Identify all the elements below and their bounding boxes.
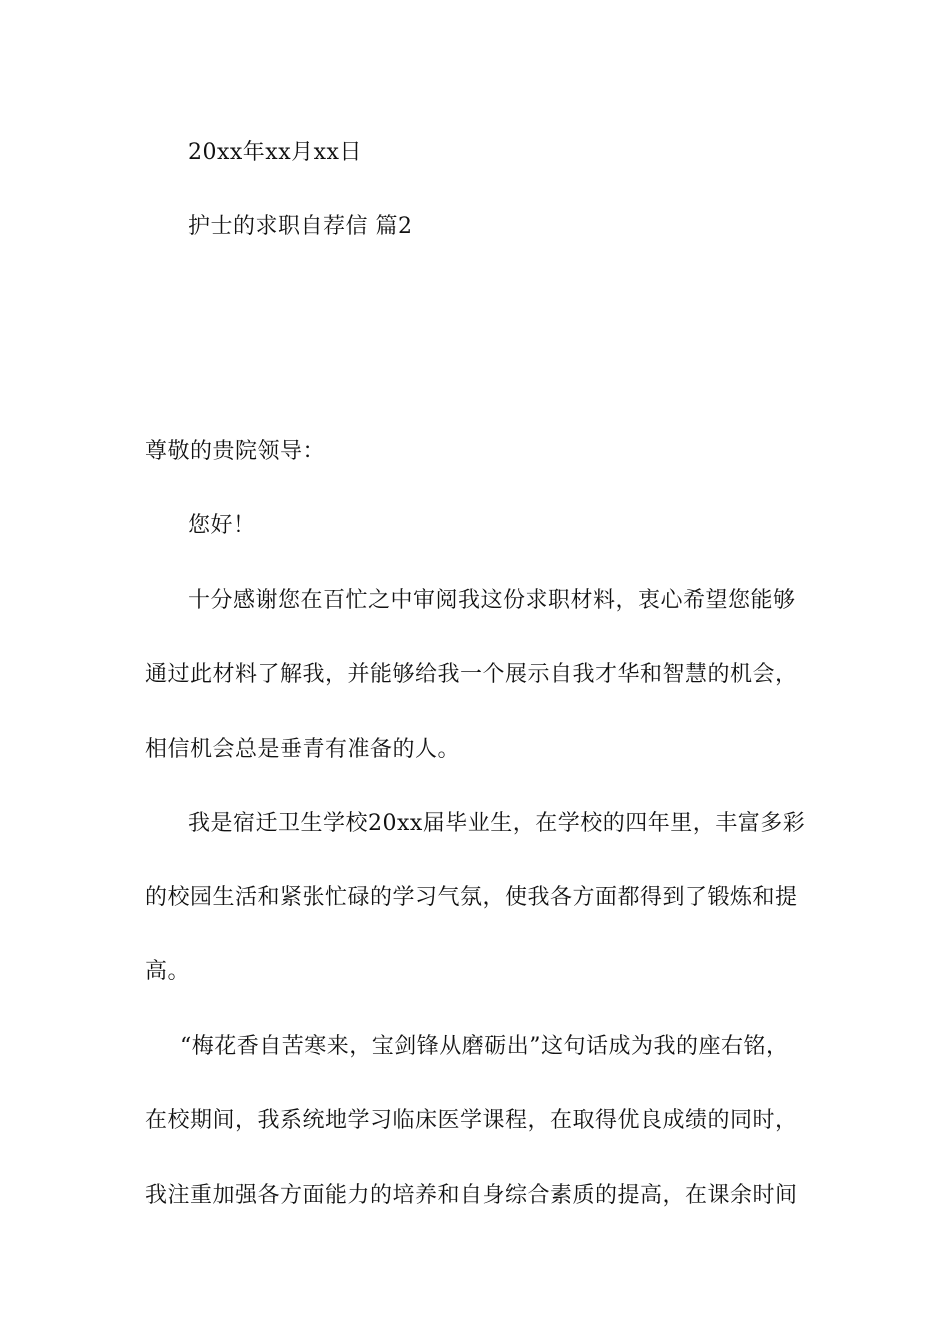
paragraph-line: 在校期间，我系统地学习临床医学课程，在取得优良成绩的同时， bbox=[145, 1108, 798, 1133]
paragraph-line: “梅花香自苦寒来，宝剑锋从磨砺出”这句话成为我的座右铭， bbox=[180, 1034, 789, 1059]
paragraph-line: 我注重加强各方面能力的培养和自身综合素质的提高，在课余时间 bbox=[145, 1183, 798, 1208]
paragraph-line: 的校园生活和紧张忙碌的学习气氛，使我各方面都得到了锻炼和提 bbox=[145, 885, 798, 910]
letter-date: 20xx年xx月xx日 bbox=[188, 140, 362, 165]
salutation: 尊敬的贵院领导： bbox=[145, 439, 326, 464]
paragraph-line: 十分感谢您在百忙之中审阅我这份求职材料，衷心希望您能够 bbox=[188, 588, 796, 613]
section-title: 护士的求职自荐信 篇2 bbox=[188, 214, 413, 239]
paragraph-line: 高。 bbox=[145, 959, 191, 984]
paragraph-line: 相信机会总是垂青有准备的人。 bbox=[145, 737, 461, 762]
paragraph-line: 通过此材料了解我，并能够给我一个展示自我才华和智慧的机会， bbox=[145, 662, 798, 687]
greeting: 您好！ bbox=[188, 513, 256, 538]
paragraph-line: 我是宿迁卫生学校20xx届毕业生，在学校的四年里，丰富多彩 bbox=[188, 811, 806, 836]
